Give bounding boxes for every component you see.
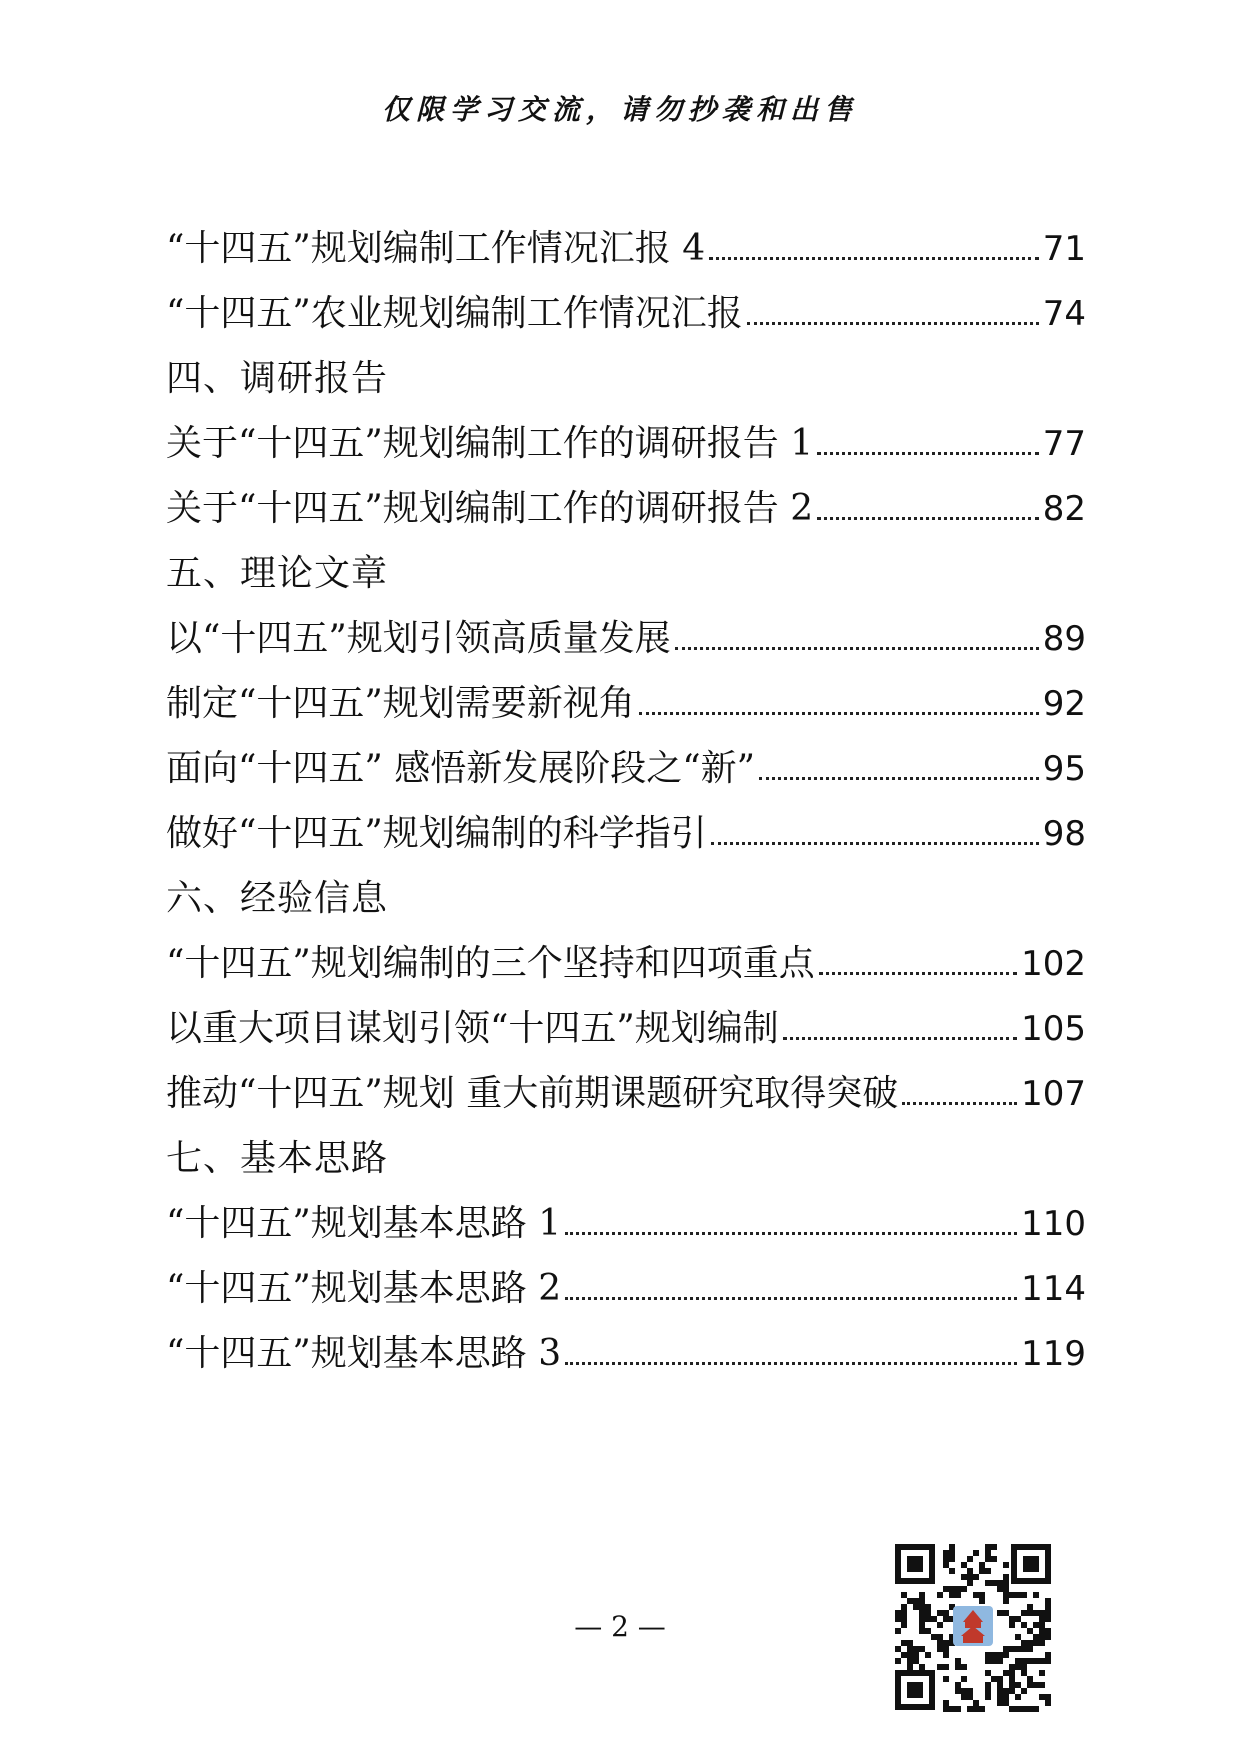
toc-section-heading xyxy=(166,1126,1086,1191)
toc-entry-page: 110 xyxy=(1021,1203,1086,1244)
toc-entry-page: 77 xyxy=(1042,423,1086,464)
toc-entry-title: 推动“十四五”规划 重大前期课题研究取得突破 xyxy=(166,1072,899,1114)
toc-entry[interactable] xyxy=(166,216,1086,281)
toc-entry-title: 关于“十四五”规划编制工作的调研报告 2 xyxy=(166,487,814,529)
page-header-notice: 仅限学习交流，请勿抄袭和出售 xyxy=(381,93,858,126)
dot-leader xyxy=(747,322,1039,325)
toc-entry-title: 面向“十四五” 感悟新发展阶段之“新” xyxy=(166,747,756,789)
toc-entry[interactable] xyxy=(166,736,1086,801)
page-number: — 2 — xyxy=(574,1610,666,1643)
toc-entry[interactable] xyxy=(166,281,1086,346)
toc-entry-page: 74 xyxy=(1042,293,1086,334)
table-of-contents xyxy=(166,216,1086,1386)
toc-entry-title: “十四五”规划基本思路 1 xyxy=(166,1202,562,1244)
qr-code-graphic xyxy=(893,1542,1053,1712)
toc-entry[interactable] xyxy=(166,476,1086,541)
toc-section-title: 七、基本思路 xyxy=(166,1137,389,1179)
toc-section-title: 四、调研报告 xyxy=(166,357,389,399)
toc-entry-page: 89 xyxy=(1042,618,1086,659)
toc-section-heading xyxy=(166,541,1086,606)
dot-leader xyxy=(783,1037,1017,1040)
toc-entry[interactable] xyxy=(166,1321,1086,1386)
qr-code-icon[interactable] xyxy=(893,1542,1053,1712)
dot-leader xyxy=(709,257,1039,260)
toc-entry[interactable] xyxy=(166,671,1086,736)
dot-leader xyxy=(902,1102,1017,1105)
toc-entry-page: 92 xyxy=(1042,683,1086,724)
toc-entry-title: “十四五”规划编制工作情况汇报 4 xyxy=(166,227,706,269)
dot-leader xyxy=(711,842,1039,845)
toc-entry-title: 制定“十四五”规划需要新视角 xyxy=(166,682,635,724)
toc-entry[interactable] xyxy=(166,1256,1086,1321)
toc-entry-page: 95 xyxy=(1042,748,1086,789)
toc-entry-title: 关于“十四五”规划编制工作的调研报告 1 xyxy=(166,422,814,464)
toc-section-title: 五、理论文章 xyxy=(166,552,389,594)
toc-entry-title: 做好“十四五”规划编制的科学指引 xyxy=(166,812,707,854)
toc-entry-page: 102 xyxy=(1021,943,1086,984)
toc-entry-title: 以“十四五”规划引领高质量发展 xyxy=(166,617,671,659)
toc-entry[interactable] xyxy=(166,411,1086,476)
toc-entry-page: 82 xyxy=(1042,488,1086,529)
toc-entry-title: “十四五”规划基本思路 3 xyxy=(166,1332,562,1374)
toc-entry-page: 119 xyxy=(1021,1333,1086,1374)
toc-entry[interactable] xyxy=(166,801,1086,866)
dot-leader xyxy=(565,1232,1017,1235)
toc-entry[interactable] xyxy=(166,1191,1086,1256)
dot-leader xyxy=(819,972,1017,975)
toc-section-heading xyxy=(166,866,1086,931)
toc-entry-page: 98 xyxy=(1042,813,1086,854)
dot-leader xyxy=(817,452,1039,455)
toc-entry[interactable] xyxy=(166,1061,1086,1126)
toc-entry[interactable] xyxy=(166,996,1086,1061)
toc-entry[interactable] xyxy=(166,931,1086,996)
toc-entry-title: “十四五”规划编制的三个坚持和四项重点 xyxy=(166,942,815,984)
toc-entry-title: “十四五”规划基本思路 2 xyxy=(166,1267,562,1309)
dot-leader xyxy=(565,1297,1017,1300)
toc-entry[interactable] xyxy=(166,606,1086,671)
dot-leader xyxy=(675,647,1039,650)
toc-entry-title: 以重大项目谋划引领“十四五”规划编制 xyxy=(166,1007,779,1049)
dot-leader xyxy=(817,517,1039,520)
toc-entry-page: 71 xyxy=(1042,228,1086,269)
dot-leader xyxy=(565,1362,1017,1365)
toc-entry-page: 105 xyxy=(1021,1008,1086,1049)
toc-section-title: 六、经验信息 xyxy=(166,877,389,919)
toc-entry-title: “十四五”农业规划编制工作情况汇报 xyxy=(166,292,743,334)
toc-entry-page: 107 xyxy=(1021,1073,1086,1114)
dot-leader xyxy=(759,777,1039,780)
toc-section-heading xyxy=(166,346,1086,411)
toc-entry-page: 114 xyxy=(1021,1268,1086,1309)
dot-leader xyxy=(639,712,1039,715)
